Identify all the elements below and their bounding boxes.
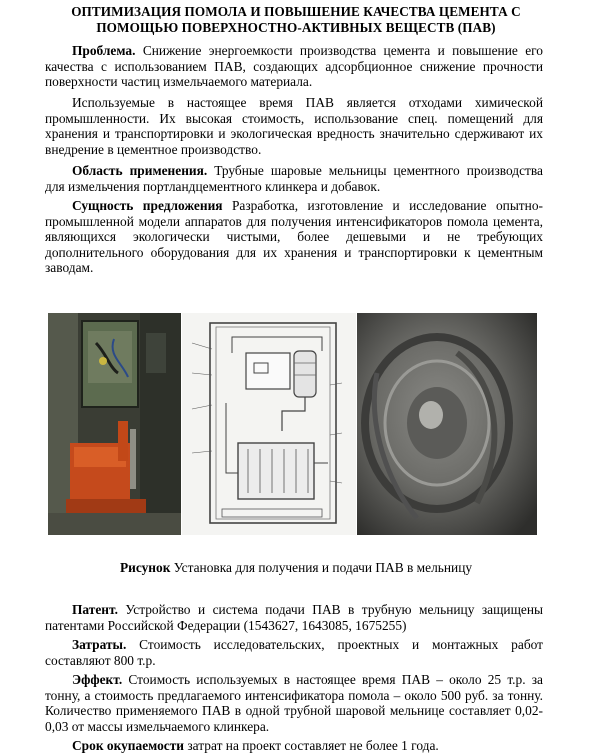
payback-paragraph <box>45 738 543 754</box>
equipment-photo <box>48 313 181 535</box>
essence-label: Сущность предложения <box>72 198 223 213</box>
essence-paragraph <box>45 198 543 276</box>
essence-text: Разработка, изготовление и исследование опытно-промышленной модели аппаратов для получения интенсификаторов помола цемента, являющихся экологически чистыми, более дешевыми и не требующих дополнительного оборудования для их хранения и транспортировки к цементным заводам. <box>45 198 543 276</box>
costs-label: Затраты. <box>72 637 127 652</box>
costs-text: Стоимость исследовательских, проектных и монтажных работ составляют 800 т.р. <box>45 637 543 668</box>
figure-caption-text: Установка для получения и подачи ПАВ в мельницу <box>170 560 473 575</box>
application-area-paragraph <box>45 163 543 194</box>
document-title: ОПТИМИЗАЦИЯ ПОМОЛА И ПОВЫШЕНИЕ КАЧЕСТВА ЦЕМЕНТА С ПОМОЩЬЮ ПОВЕРХНОСТНО-АКТИВНЫХ ВЕЩЕСТВ (ПАВ) <box>71 4 521 35</box>
mill-interior-photo <box>357 313 537 535</box>
problem-label: Проблема. <box>72 43 136 58</box>
effect-label: Эффект. <box>72 672 123 687</box>
problem-text: Снижение энергоемкости производства цемента и повышение его качества с использованием ПАВ, создающих адсорбционное снижение прочности поверхности частиц измельчаемого материала. <box>45 43 543 90</box>
costs-paragraph <box>45 637 543 668</box>
figure-caption-label: Рисунок <box>119 560 171 575</box>
schematic-diagram <box>182 313 356 535</box>
effect-text: Стоимость используемых в настоящее время ПАВ – около 25 т.р. за тонну, а стоимость предлагаемого интенсификатора помола – около 500 руб. за тонну. Количество применяемого ПАВ в одной трубной шаровой мельнице составляет 0,02-0,03 от массы измельчаемого клинкера. <box>45 672 543 734</box>
problem-details-paragraph: Используемые в настоящее время ПАВ является отходами химической промышленности. Их высокая стоимость, использование спец. помещений для хранения и транспортировки и экологическая вредность значительно сдерживают их внедрение в цементное производство. <box>45 95 543 157</box>
problem-paragraph <box>45 43 543 90</box>
application-area-text: Трубные шаровые мельницы цементного производства для измельчения портландцементного клинкера и добавок. <box>45 163 543 194</box>
figure-caption <box>0 560 592 576</box>
application-area-label: Область применения. <box>72 163 208 178</box>
patent-text: Устройство и система подачи ПАВ в трубную мельницу защищены патентами Российской Федерации (1543627, 1643085, 1675255) <box>45 602 543 633</box>
payback-label: Срок окупаемости <box>72 738 185 753</box>
patent-label: Патент. <box>72 602 118 617</box>
payback-text: затрат на проект составляет не более 1 года. <box>184 738 439 753</box>
patent-paragraph <box>45 602 543 633</box>
effect-paragraph <box>45 672 543 734</box>
